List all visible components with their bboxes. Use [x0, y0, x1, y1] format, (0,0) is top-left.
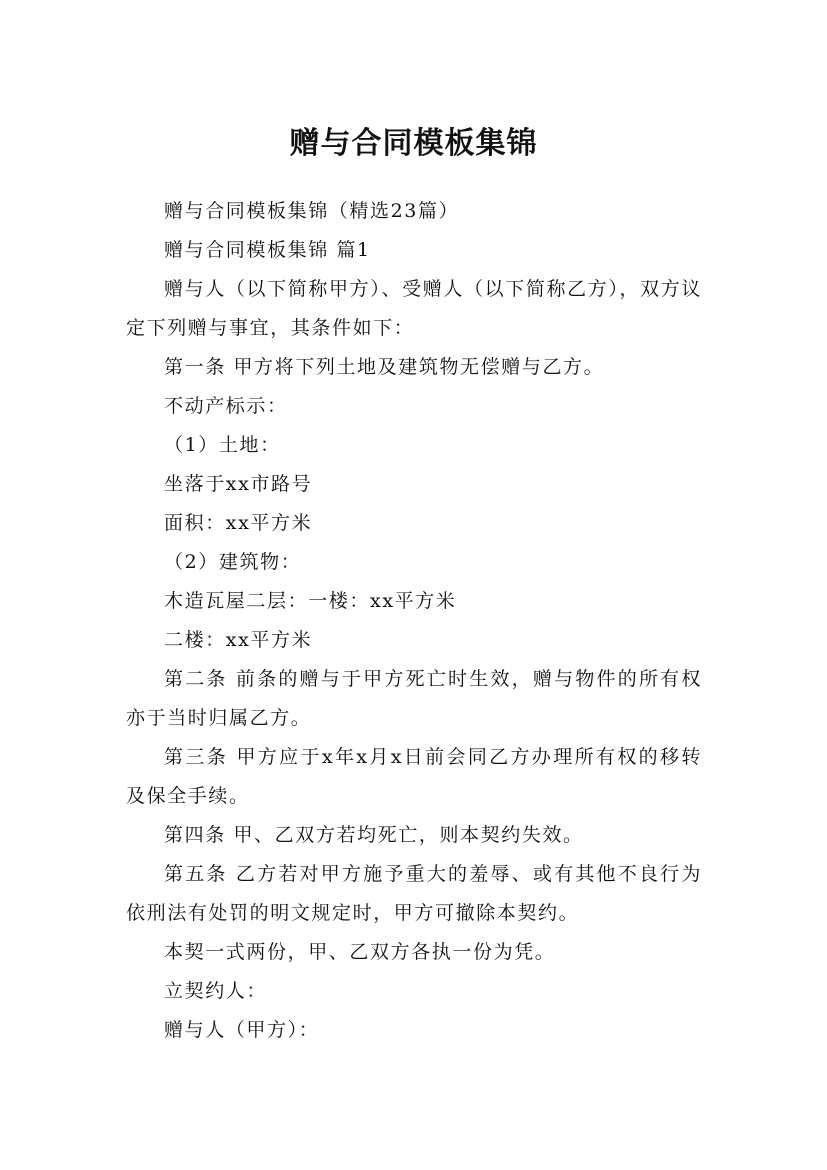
paragraph-subtitle: 赠与合同模板集锦（精选23篇）	[164, 200, 460, 222]
paragraph-land-area: 面积：xx平方米	[164, 512, 313, 534]
paragraph-article-3: 第三条 甲方应于x年x月x日前会同乙方办理所有权的移转及保全手续。	[126, 746, 702, 807]
paragraph-article-4: 第四条 甲、乙双方若均死亡，则本契约失效。	[164, 824, 584, 846]
paragraph-parties: 赠与人（以下简称甲方）、受赠人（以下简称乙方），双方议定下列赠与事宜，其条件如下：	[126, 278, 702, 339]
paragraph-article-2: 第二条 前条的赠与于甲方死亡时生效，赠与物件的所有权亦于当时归属乙方。	[126, 668, 702, 729]
document-body	[126, 192, 702, 1050]
paragraph-building-heading: （2）建筑物：	[164, 551, 302, 573]
paragraph-land-heading: （1）土地：	[164, 434, 281, 456]
paragraph-donor: 赠与人（甲方）：	[164, 1019, 320, 1041]
paragraph-section-heading: 赠与合同模板集锦 篇1	[164, 239, 371, 261]
paragraph-signatories: 立契约人：	[164, 980, 268, 1002]
paragraph-copies: 本契一式两份，甲、乙双方各执一份为凭。	[164, 941, 556, 963]
paragraph-property-label: 不动产标示：	[164, 395, 288, 417]
paragraph-article-1: 第一条 甲方将下列土地及建筑物无偿赠与乙方。	[164, 356, 605, 378]
paragraph-land-location: 坐落于xx市路号	[164, 473, 313, 495]
document-title: 赠与合同模板集锦	[289, 126, 538, 162]
paragraph-building-floor-2: 二楼：xx平方米	[164, 629, 313, 651]
paragraph-article-5: 第五条 乙方若对甲方施予重大的羞辱、或有其他不良行为依刑法有处罚的明文规定时，甲方可撤除本契约。	[126, 863, 702, 924]
paragraph-building-floor-1: 木造瓦屋二层：一楼：xx平方米	[164, 590, 457, 612]
